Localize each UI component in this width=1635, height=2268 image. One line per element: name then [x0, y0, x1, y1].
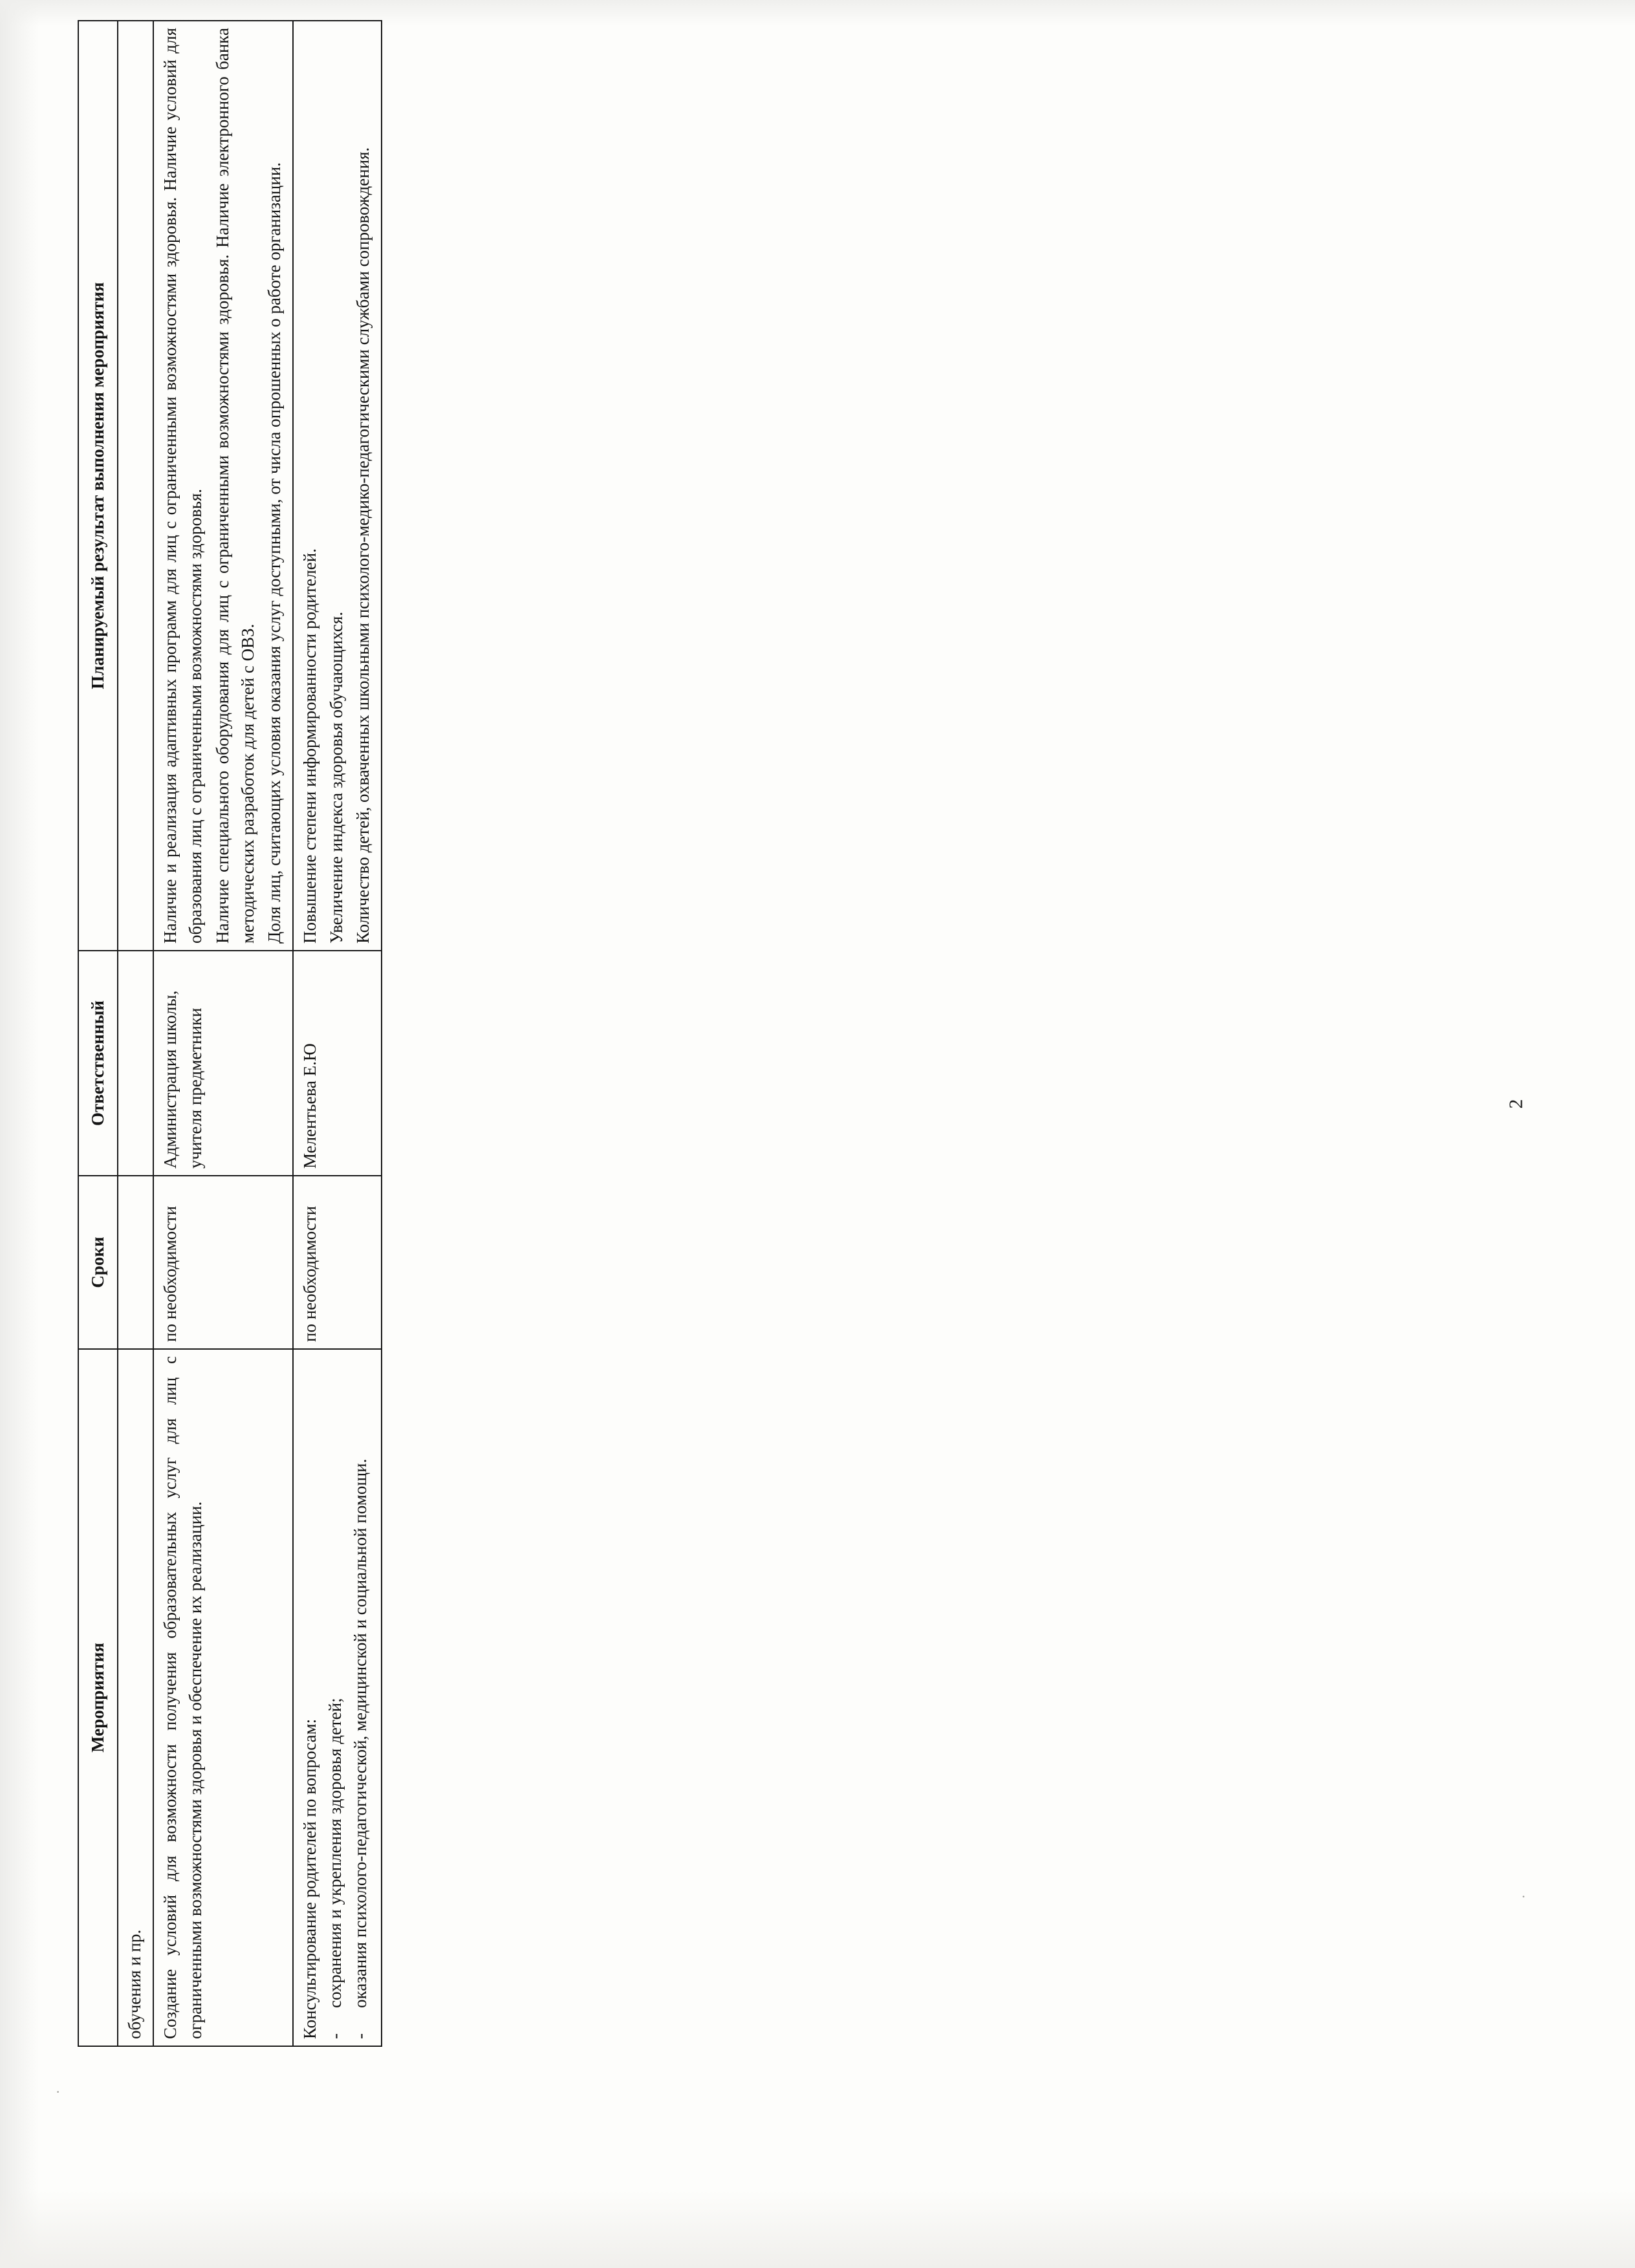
page-number: 2: [1505, 1099, 1527, 1109]
result-paragraph: Доля лиц, считающих условия оказания услуг доступными, от числа опрошенных о работе организации.: [264, 162, 284, 944]
scan-shadow-bottom: [0, 2190, 1635, 2268]
table-row: [293, 21, 382, 2046]
measure-list-item: [348, 1356, 373, 2039]
column-header-terms: Сроки: [78, 1176, 118, 1349]
column-header-result: Планируемый результат выполнения мероприятия: [78, 21, 118, 951]
dash-marker: -: [351, 2033, 371, 2039]
table-row: [153, 21, 293, 2046]
measure-list-item-text: сохранения и укрепления здоровья детей;: [325, 1698, 345, 2008]
rotated-table-area: [78, 28, 724, 2047]
measure-list-item-text: оказания психолого-педагогической, медицинской и социальной помощи.: [351, 1458, 371, 2008]
table-header-row: [78, 21, 118, 2046]
cell-result-continued: [118, 21, 153, 951]
result-paragraph: Наличие специального оборудования для лиц с ограниченными возможностями здоровья. Наличие электронного банка методических разработок для детей с ОВЗ.: [212, 28, 257, 944]
cell-terms-continued: [118, 1176, 153, 1349]
measure-intro: Консультирование родителей по вопросам:: [299, 1718, 319, 2039]
table-header: [78, 21, 118, 2046]
result-paragraph: Повышение степени информированности родителей.: [299, 548, 319, 944]
result-paragraph: Увеличение индекса здоровья обучающихся.: [327, 611, 347, 944]
scan-artifact: ·: [1521, 1888, 1526, 1905]
dash-marker: -: [325, 2033, 345, 2039]
result-paragraph: Наличие и реализация адаптивных программ для лиц с ограниченными возможностями здоровья. Наличие условий для образования лиц с ограниченными возможностями здоровья.: [160, 28, 206, 944]
cell-responsible: Мелентьева Е.Ю: [293, 951, 382, 1176]
cell-measure: [293, 1349, 382, 2046]
column-header-measures: Мероприятия: [78, 1349, 118, 2046]
result-paragraph: Количество детей, охваченных школьными психолого-медико-педагогическими службами сопровождения.: [353, 147, 373, 944]
cell-responsible: Администрация школы, учителя предметники: [153, 951, 293, 1176]
activities-table: [78, 20, 382, 2047]
cell-result: [153, 21, 293, 951]
table-body: [118, 21, 382, 2046]
scan-artifact: ·: [53, 2083, 63, 2101]
cell-measure: Создание условий для возможности получения образовательных услуг для лиц с ограниченными возможностями здоровья и обеспечение их реализации.: [153, 1349, 293, 2046]
table-row-continued: [118, 21, 153, 2046]
cell-terms: по необходимости: [293, 1176, 382, 1349]
cell-terms: по необходимости: [153, 1176, 293, 1349]
cell-result: [293, 21, 382, 951]
scan-shadow-left: [0, 0, 39, 2268]
cell-measure-continued: обучения и пр.: [118, 1349, 153, 2046]
measure-list-item: [323, 1356, 348, 2039]
column-header-responsible: Ответственный: [78, 951, 118, 1176]
cell-responsible-continued: [118, 951, 153, 1176]
